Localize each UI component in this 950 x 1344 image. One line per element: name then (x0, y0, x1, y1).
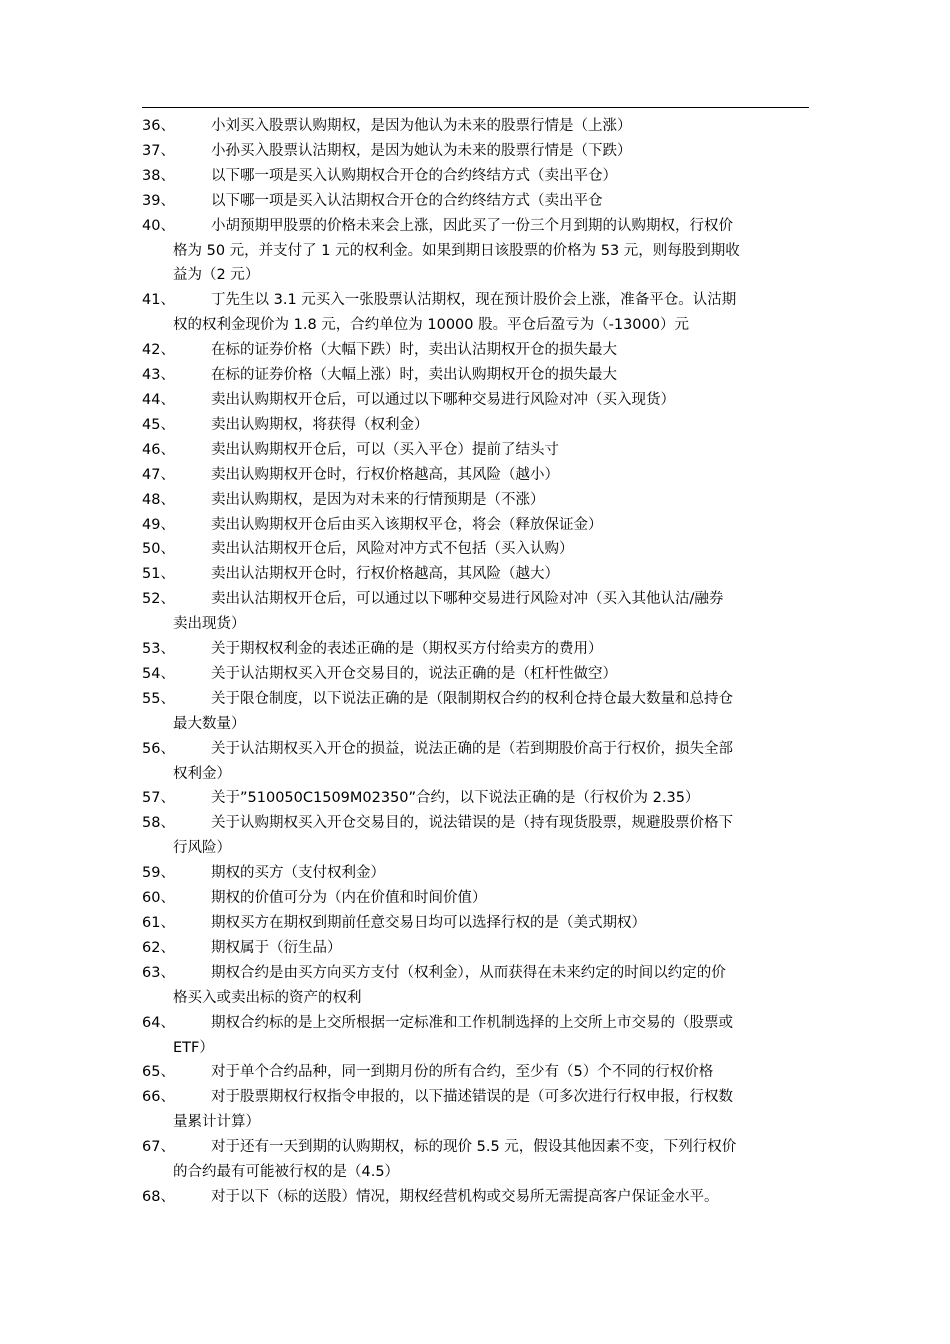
item-number: 39、 (142, 192, 175, 209)
question-list (0, 114, 950, 1210)
item-number: 48、 (142, 491, 175, 508)
item-number: 53、 (142, 641, 175, 658)
list-item (0, 214, 950, 289)
list-item (0, 1185, 950, 1210)
list-item (0, 886, 950, 911)
item-text: 卖出认沽期权开仓后，风险对冲方式不包括（买入认购） (211, 541, 574, 558)
item-number: 37、 (142, 142, 175, 159)
item-text-continuation: 权的权利金现价为 1.8 元，合约单位为 10000 股。平仓后盈亏为（-13000）元 (173, 317, 689, 334)
item-number: 54、 (142, 665, 175, 682)
item-text: 丁先生以 3.1 元买入一张股票认沽期权，现在预计股价会上涨，准备平仓。认沽期 (211, 292, 737, 309)
item-number: 52、 (142, 591, 175, 608)
item-text: 关于认沽期权买入开仓的损益，说法正确的是（若到期股价高于行权价，损失全部 (211, 740, 733, 757)
item-number: 50、 (142, 541, 175, 558)
item-text-continuation: 益为（2 元） (173, 267, 260, 284)
item-text: 在标的证券价格（大幅上涨）时，卖出认购期权开仓的损失最大 (211, 367, 617, 384)
item-text: 卖出认沽期权开仓后，可以通过以下哪种交易进行风险对冲（买入其他认沽/融券 (211, 591, 724, 608)
item-number: 45、 (142, 416, 175, 433)
list-item (0, 438, 950, 463)
item-text: 关于认沽期权买入开仓交易目的，说法正确的是（杠杆性做空） (211, 665, 617, 682)
list-item (0, 139, 950, 164)
item-text: 期权的价值可分为（内在价值和时间价值） (211, 890, 487, 907)
item-number: 36、 (142, 118, 175, 134)
item-number: 64、 (142, 1014, 175, 1031)
item-text: 小孙买入股票认沽期权，是因为她认为未来的股票行情是（下跌） (211, 142, 632, 159)
item-number: 44、 (142, 391, 175, 408)
list-item (0, 637, 950, 662)
item-text: 对于还有一天到期的认购期权，标的现价 5.5 元，假设其他因素不变，下列行权价 (211, 1139, 737, 1156)
list-item (0, 488, 950, 513)
item-text: 期权买方在期权到期前任意交易日均可以选择行权的是（美式期权） (211, 915, 646, 931)
item-number: 62、 (142, 939, 175, 956)
item-text: 对于以下（标的送股）情况，期权经营机构或交易所无需提高客户保证金水平。 (211, 1188, 719, 1205)
list-item (0, 338, 950, 363)
item-number: 60、 (142, 890, 175, 907)
item-text: 小刘买入股票认购期权，是因为他认为未来的股票行情是（上涨） (211, 118, 632, 134)
item-number: 43、 (142, 367, 175, 384)
list-item (0, 786, 950, 811)
list-item (0, 1011, 950, 1061)
item-text-continuation: 权利金） (173, 765, 231, 782)
item-text: 期权属于（衍生品） (211, 939, 342, 956)
item-text-continuation: 卖出现货） (173, 616, 246, 633)
item-text-continuation: 格为 50 元，并支付了 1 元的权利金。如果到期日该股票的价格为 53 元，则每股到期收 (173, 242, 740, 259)
item-text: 卖出认购期权，将获得（权利金） (211, 416, 429, 433)
list-item (0, 1135, 950, 1185)
list-item (0, 587, 950, 637)
item-text: 关于期权权利金的表述正确的是（期权买方付给卖方的费用） (211, 641, 603, 658)
item-number: 42、 (142, 342, 175, 359)
list-item (0, 537, 950, 562)
list-item (0, 687, 950, 737)
item-number: 61、 (142, 915, 175, 931)
list-item (0, 936, 950, 961)
item-number: 59、 (142, 865, 175, 882)
item-text: 卖出认购期权开仓后，可以通过以下哪种交易进行风险对冲（买入现货） (211, 391, 675, 408)
list-item (0, 164, 950, 189)
item-text: 期权合约标的是上交所根据一定标准和工作机制选择的上交所上市交易的（股票或 (211, 1014, 733, 1031)
item-number: 58、 (142, 815, 175, 832)
list-item (0, 911, 950, 936)
item-text: 卖出认购期权开仓时，行权价格越高，其风险（越小） (211, 466, 559, 483)
list-item (0, 861, 950, 886)
item-text: 在标的证券价格（大幅下跌）时，卖出认沽期权开仓的损失最大 (211, 342, 617, 359)
item-number: 46、 (142, 441, 175, 458)
list-item (0, 288, 950, 338)
list-item (0, 363, 950, 388)
item-number: 63、 (142, 964, 175, 981)
item-text: 期权合约是由买方向买方支付（权利金），从而获得在未来约定的时间以约定的价 (211, 964, 726, 981)
list-item (0, 662, 950, 687)
list-item (0, 189, 950, 214)
item-number: 55、 (142, 690, 175, 707)
item-text: 卖出认沽期权开仓时，行权价格越高，其风险（越大） (211, 566, 559, 583)
item-number: 51、 (142, 566, 175, 583)
list-item (0, 811, 950, 861)
item-text: 卖出认购期权，是因为对未来的行情预期是（不涨） (211, 491, 545, 508)
list-item (0, 1060, 950, 1085)
header-rule (142, 107, 809, 108)
item-number: 66、 (142, 1089, 175, 1106)
item-number: 57、 (142, 790, 175, 807)
list-item (0, 562, 950, 587)
item-number: 38、 (142, 167, 175, 184)
item-number: 40、 (142, 217, 175, 234)
item-text: 关于认购期权买入开仓交易目的，说法错误的是（持有现货股票，规避股票价格下 (211, 815, 733, 832)
item-text: 卖出认购期权开仓后由买入该期权平仓，将会（释放保证金） (211, 516, 603, 533)
list-item (0, 513, 950, 538)
item-text: 以下哪一项是买入认购期权合开仓的合约终结方式（卖出平仓） (211, 167, 617, 184)
item-text-continuation: 的合约最有可能被行权的是（4.5） (173, 1164, 400, 1181)
item-text: 小胡预期甲股票的价格未来会上涨，因此买了一份三个月到期的认购期权，行权价 (211, 217, 733, 234)
list-item (0, 388, 950, 413)
item-number: 49、 (142, 516, 175, 533)
item-text: 对于股票期权行权指令申报的，以下描述错误的是（可多次进行行权申报，行权数 (211, 1089, 733, 1106)
item-number: 68、 (142, 1188, 175, 1205)
item-number: 41、 (142, 292, 175, 309)
item-text: 对于单个合约品种，同一到期月份的所有合约，至少有（5）个不同的行权价格 (211, 1064, 714, 1081)
item-number: 65、 (142, 1064, 175, 1081)
item-number: 56、 (142, 740, 175, 757)
item-text: 以下哪一项是买入认沽期权合开仓的合约终结方式（卖出平仓 (211, 192, 603, 209)
item-text-continuation: 格买入或卖出标的资产的权利 (173, 989, 362, 1006)
item-text-continuation: 行风险） (173, 840, 231, 857)
list-item (0, 1085, 950, 1135)
item-text: 关于”510050C1509M02350”合约，以下说法正确的是（行权价为 2.35） (211, 790, 700, 807)
item-text: 卖出认购期权开仓后，可以（买入平仓）提前了结头寸 (211, 441, 559, 458)
item-text-continuation: 量累计计算） (173, 1114, 260, 1131)
list-item (0, 114, 950, 139)
list-item (0, 463, 950, 488)
list-item (0, 961, 950, 1011)
item-text-continuation: ETF） (173, 1039, 214, 1056)
item-number: 67、 (142, 1139, 175, 1156)
item-text: 关于限仓制度，以下说法正确的是（限制期权合约的权利仓持仓最大数量和总持仓 (211, 690, 733, 707)
list-item (0, 413, 950, 438)
item-number: 47、 (142, 466, 175, 483)
list-item (0, 737, 950, 787)
item-text-continuation: 最大数量） (173, 715, 246, 732)
item-text: 期权的买方（支付权利金） (211, 865, 385, 882)
